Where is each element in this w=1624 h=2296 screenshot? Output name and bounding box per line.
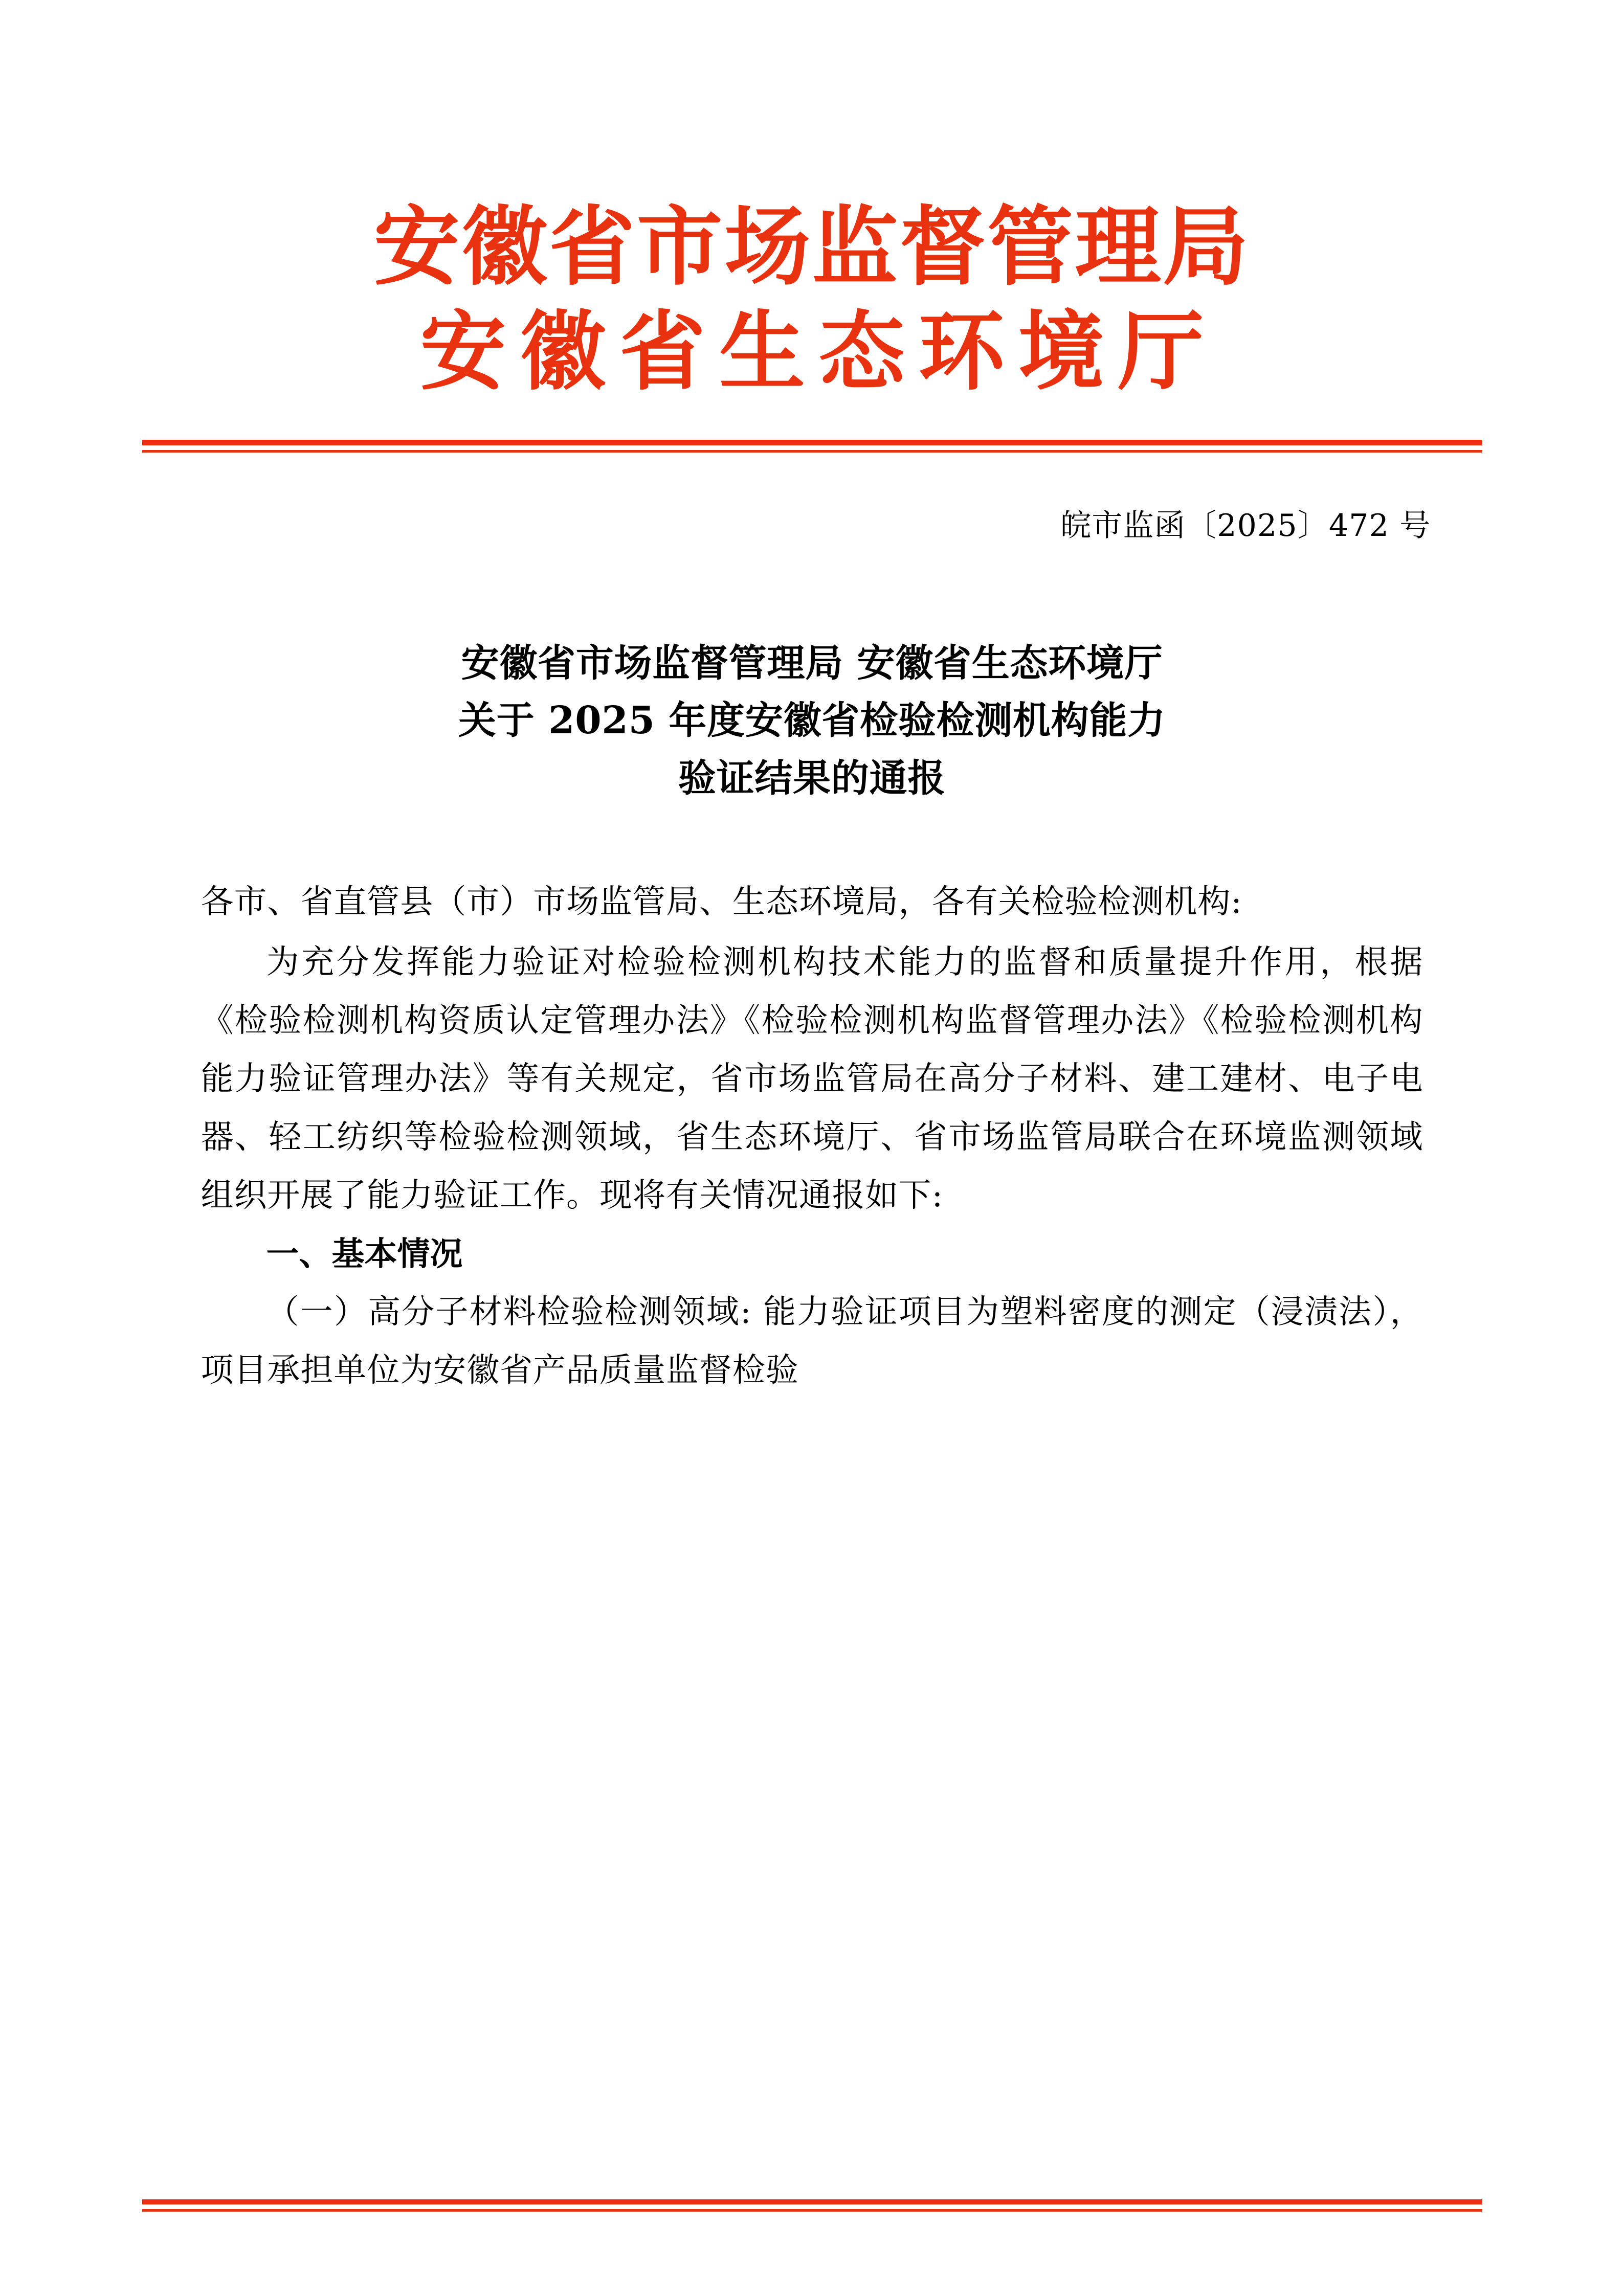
footer-divider-thin-line — [142, 2209, 1482, 2212]
divider-thick-line — [142, 440, 1482, 445]
footer-divider — [142, 2199, 1482, 2212]
page-title — [234, 635, 1390, 807]
page-title-line-3: 验证结果的通报 — [678, 756, 946, 800]
divider-thin-line — [142, 450, 1482, 453]
page-title-line-2: 关于 2025 年度安徽省检验检测机构能力 — [458, 699, 1166, 743]
salutation-paragraph: 各市、省直管县（市）市场监管局、生态环境局，各有关检验检测机构: — [201, 883, 1242, 921]
masthead-divider — [142, 440, 1482, 453]
document-number: 皖市监函〔2025〕472 号 — [1060, 507, 1431, 544]
page-title-line-1: 安徽省市场监督管理局 安徽省生态环境厅 — [461, 641, 1163, 685]
issuing-agency-line-1: 安徽省市场监督管理局 — [373, 196, 1251, 297]
document-body — [201, 873, 1423, 1400]
issuing-agency-line-2: 安徽省生态环境厅 — [420, 300, 1218, 402]
section-1-paragraph-1: （一）高分子材料检验检测领域: 能力验证项目为塑料密度的测定（浸渍法），项目承担单位为安徽省产品质量监督检验 — [201, 1293, 1423, 1389]
footer-divider-gap — [142, 2204, 1482, 2209]
masthead — [0, 0, 1624, 404]
body-paragraph-1: 为充分发挥能力验证对检验检测机构技术能力的监督和质量提升作用，根据《检验检测机构资质认定管理办法》《检验检测机构监督管理办法》《检验检测机构能力验证管理办法》等有关规定，省市场监管局在高分子材料、建工建材、电子电器、轻工纺织等检验检测领域，省生态环境厅、省市场监管局联合在环境监测领域组织开展了能力验证工作。现将有关情况通报如下: — [201, 943, 1423, 1214]
section-heading-1: 一、基本情况 — [266, 1234, 463, 1273]
divider-gap — [142, 445, 1482, 450]
footer-divider-thick-line — [142, 2199, 1482, 2204]
